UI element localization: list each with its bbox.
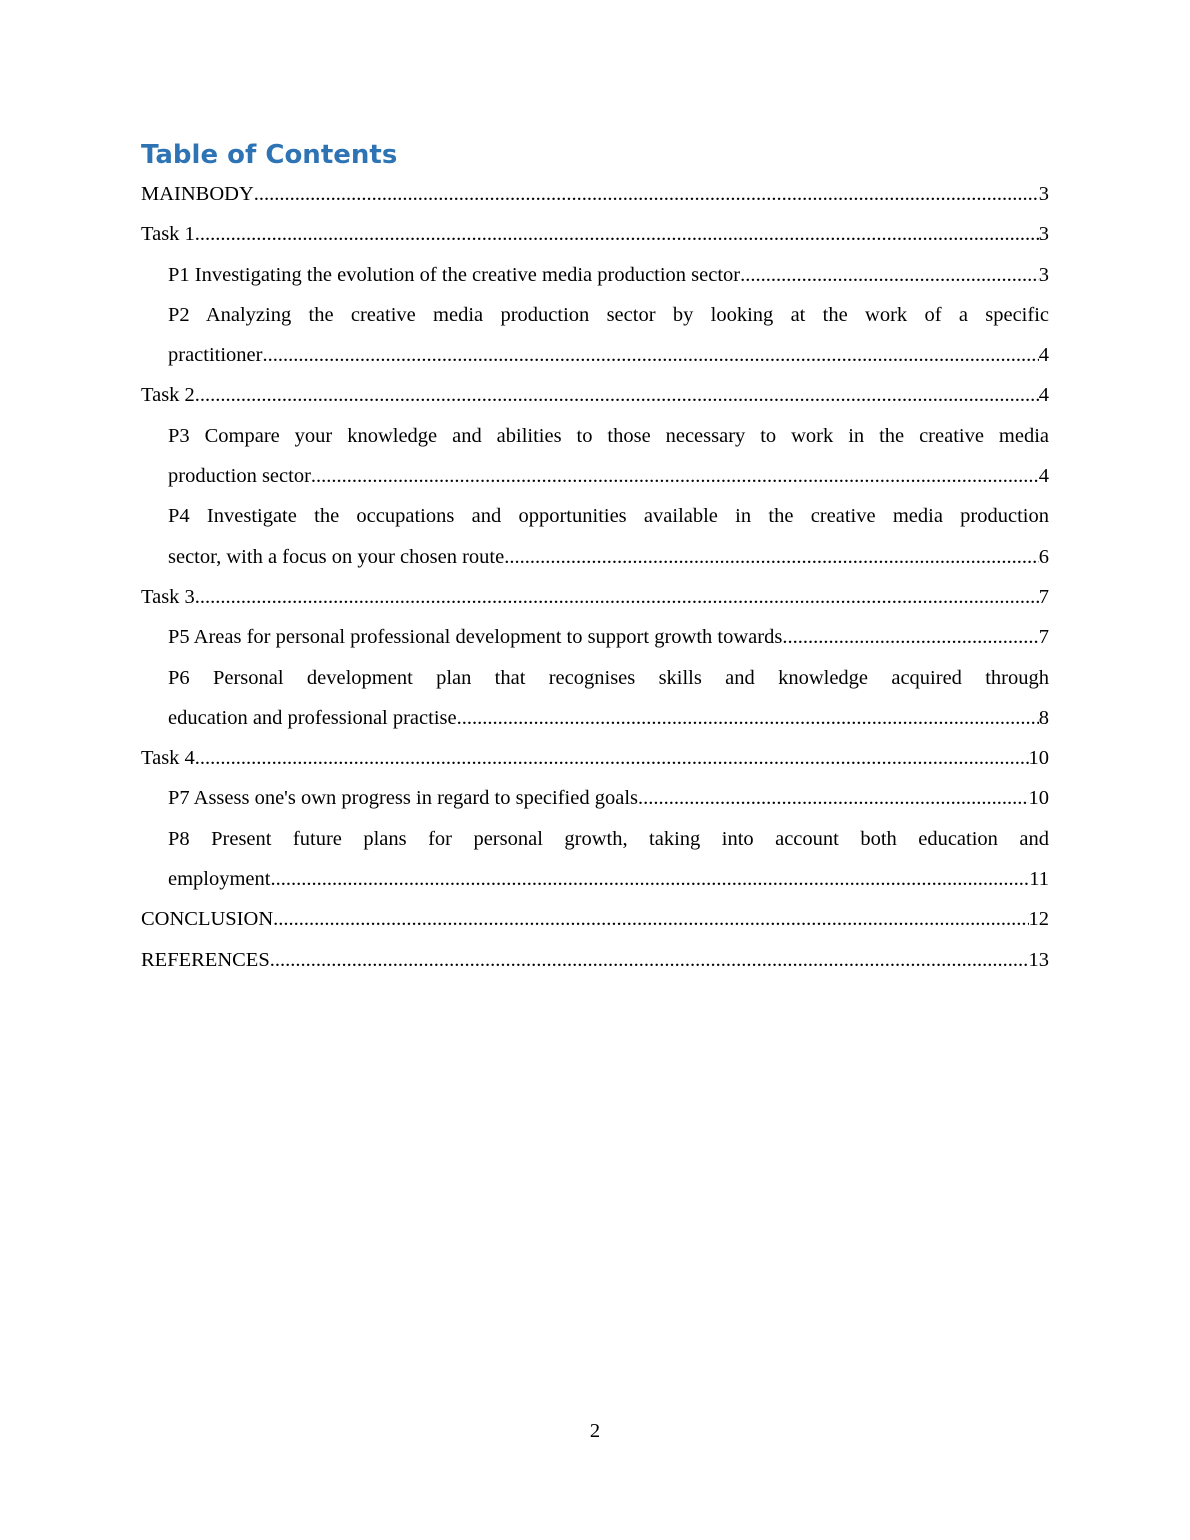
toc-entry-title: sector, with a focus on your chosen route <box>168 545 505 568</box>
toc-entry-title: MAINBODY <box>141 183 254 205</box>
toc-entry-title: P5 Areas for personal professional development to support growth towards <box>168 626 783 649</box>
toc-page-number: 4 <box>1038 465 1049 488</box>
toc-entry-last-line <box>168 335 1049 375</box>
toc-entry-text-line: P6 Personal development plan that recognises skills and knowledge acquired through <box>168 666 1049 689</box>
toc-page-number: 8 <box>1038 706 1049 729</box>
toc-entry-title: Task 3 <box>141 585 195 608</box>
toc-entry[interactable] <box>168 617 1049 657</box>
toc-page-number: 3 <box>1038 223 1049 246</box>
toc-page-number: 7 <box>1038 585 1049 608</box>
toc-dot-leader <box>195 738 1029 778</box>
toc-entry[interactable] <box>168 496 1049 577</box>
toc-entry-title: production sector <box>168 465 311 488</box>
toc-entry[interactable] <box>141 174 1049 214</box>
toc-dot-leader <box>638 778 1029 818</box>
toc-page-number: 13 <box>1028 948 1049 971</box>
toc-entry-title: P7 Assess one's own progress in regard to specified goals <box>168 787 638 810</box>
toc-page-number: 11 <box>1029 868 1049 891</box>
page-number: 2 <box>589 1420 601 1442</box>
toc-entry[interactable] <box>168 416 1049 497</box>
toc-dot-leader <box>782 617 1038 657</box>
toc-entry[interactable] <box>168 658 1049 739</box>
toc-entry-last-line <box>168 859 1049 899</box>
toc-dot-leader <box>195 375 1039 415</box>
toc-page-number: 3 <box>1038 263 1049 286</box>
toc-entry[interactable] <box>168 255 1049 295</box>
toc-entry-text-line: P2 Analyzing the creative media production sector by looking at the work of a specific <box>168 303 1049 326</box>
toc-entry[interactable] <box>168 819 1049 900</box>
toc-page-number: 4 <box>1038 344 1049 367</box>
toc-entry-text-line: P4 Investigate the occupations and opportunities available in the creative media production <box>168 505 1049 528</box>
toc-page-number: 10 <box>1028 747 1049 770</box>
toc-dot-leader <box>457 698 1039 738</box>
toc-dot-leader <box>273 899 1028 939</box>
toc-page-number: 3 <box>1038 183 1049 205</box>
toc-dot-leader <box>270 940 1029 980</box>
toc-entry-title: REFERENCES <box>141 948 270 971</box>
toc-entry[interactable] <box>141 577 1049 617</box>
toc-list <box>141 174 1049 980</box>
toc-entry-last-line <box>168 698 1049 738</box>
toc-entry-text-line: P3 Compare your knowledge and abilities to those necessary to work in the creative media <box>168 424 1049 447</box>
toc-entry-title: CONCLUSION <box>141 908 274 931</box>
toc-entry[interactable] <box>141 738 1049 778</box>
toc-entry[interactable] <box>141 375 1049 415</box>
toc-page-number: 7 <box>1038 626 1049 649</box>
toc-heading: Table of Contents <box>141 140 398 170</box>
toc-entry-title: Task 2 <box>141 384 195 407</box>
toc-entry[interactable] <box>168 778 1049 818</box>
document-page <box>141 136 1049 980</box>
toc-entry-text-line: P8 Present future plans for personal growth, taking into account both education and <box>168 827 1049 850</box>
toc-dot-leader <box>270 859 1029 899</box>
toc-dot-leader <box>740 255 1039 295</box>
toc-dot-leader <box>195 214 1039 254</box>
toc-page-number: 10 <box>1028 787 1049 810</box>
toc-entry-last-line <box>168 456 1049 496</box>
toc-entry-title: employment <box>168 868 271 891</box>
toc-entry-title: P1 Investigating the evolution of the creative media production sector <box>168 263 741 286</box>
toc-entry[interactable] <box>141 214 1049 254</box>
toc-dot-leader <box>311 456 1039 496</box>
toc-dot-leader <box>504 537 1039 577</box>
toc-entry-last-line <box>168 537 1049 577</box>
toc-entry[interactable] <box>141 940 1049 980</box>
toc-page-number: 4 <box>1038 384 1049 407</box>
toc-page-number: 6 <box>1038 545 1049 568</box>
toc-entry-title: Task 4 <box>141 747 195 770</box>
toc-page-number: 12 <box>1028 908 1049 931</box>
toc-entry[interactable] <box>168 295 1049 376</box>
toc-dot-leader <box>254 174 1039 214</box>
toc-dot-leader <box>195 577 1039 617</box>
toc-dot-leader <box>262 335 1038 375</box>
toc-entry-title: education and professional practise <box>168 706 457 729</box>
toc-entry-title: Task 1 <box>141 223 195 246</box>
toc-entry-title: practitioner <box>168 344 263 367</box>
toc-entry[interactable] <box>141 899 1049 939</box>
